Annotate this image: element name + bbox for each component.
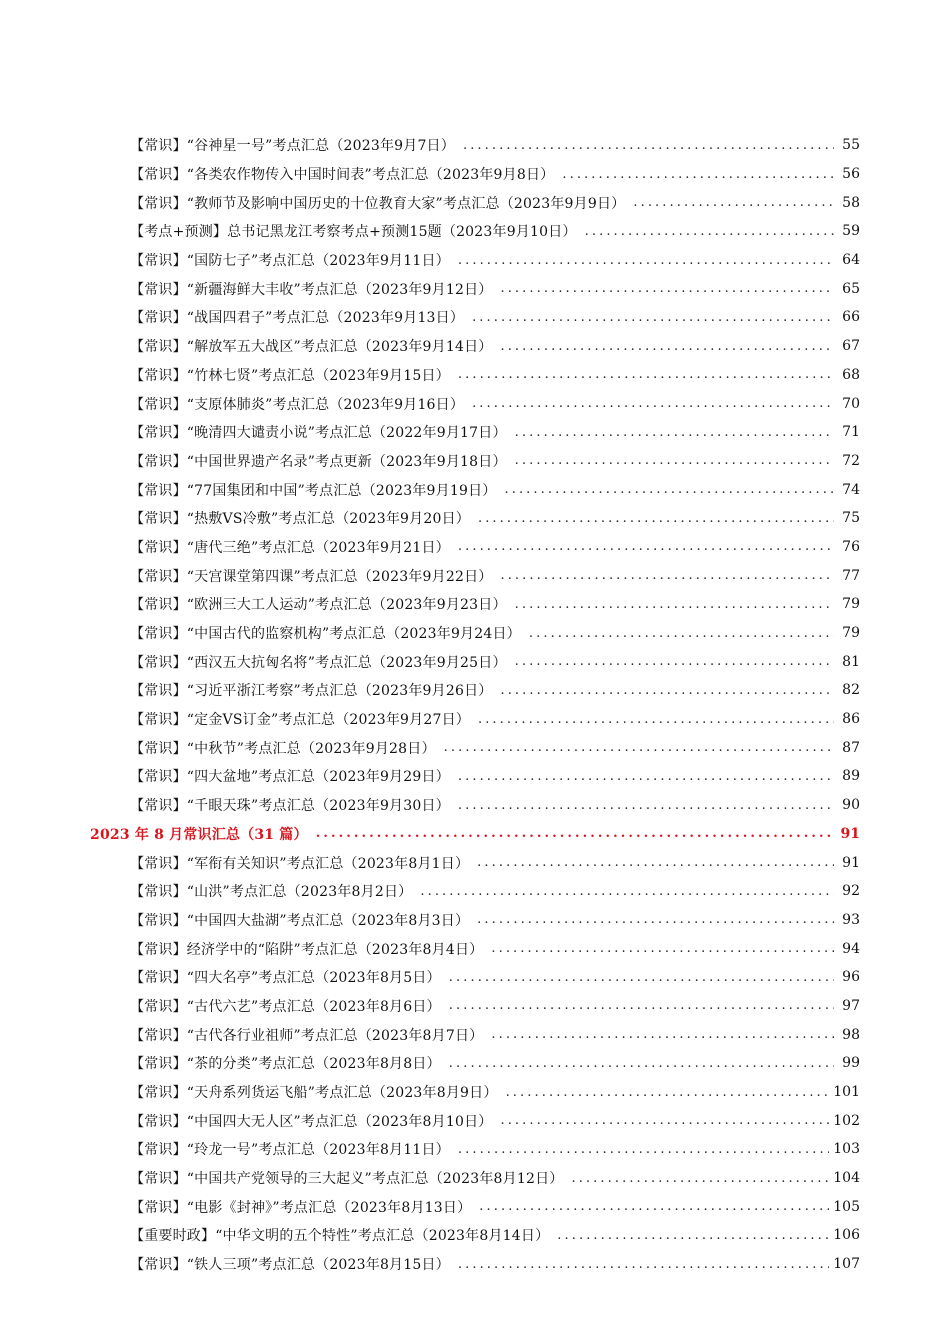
- toc-page-number: 59: [842, 223, 860, 240]
- toc-entry-title: 【常识】“各类农作物传入中国时间表”考点汇总（2023年9月8日）: [130, 167, 555, 184]
- toc-entry[interactable]: [0, 848, 860, 877]
- toc-entry[interactable]: [0, 217, 860, 246]
- toc-entry[interactable]: [0, 160, 860, 189]
- toc-page-number: 87: [842, 739, 860, 756]
- toc-entry-title: 【重要时政】“中华文明的五个特性”考点汇总（2023年8月14日）: [130, 1228, 550, 1245]
- toc-entry[interactable]: [0, 647, 860, 676]
- toc-entry-title: 【常识】“山洪”考点汇总（2023年8月2日）: [130, 884, 413, 901]
- toc-page-number: 107: [833, 1256, 860, 1273]
- toc-leader-dots: [458, 253, 834, 268]
- toc-entry[interactable]: [0, 877, 860, 906]
- toc-entry-title: 【常识】“教师节及影响中国历史的十位教育大家”考点汇总（2023年9月9日）: [130, 195, 626, 212]
- toc-entry[interactable]: [0, 791, 860, 820]
- toc-page-number: 90: [842, 797, 860, 814]
- toc-entry[interactable]: [0, 303, 860, 332]
- toc-page-number: 81: [842, 653, 860, 670]
- toc-leader-dots: [479, 1199, 829, 1214]
- toc-entry-title: 【常识】“中国世界遗产名录”考点更新（2023年9月18日）: [130, 453, 507, 470]
- toc-leader-dots: [515, 597, 834, 612]
- toc-page-number: 97: [842, 997, 860, 1014]
- toc-entry-title: 【常识】“中国共产党领导的三大起义”考点汇总（2023年8月12日）: [130, 1171, 564, 1188]
- toc-section-heading[interactable]: [0, 820, 860, 849]
- toc-entry-title: 【常识】“军衔有关知识”考点汇总（2023年8月1日）: [130, 855, 470, 872]
- toc-entry-title: 【常识】“天宫课堂第四课”考点汇总（2023年9月22日）: [130, 568, 493, 585]
- toc-page-number: 65: [842, 280, 860, 297]
- toc-entry-title: 【常识】“欧洲三大工人运动”考点汇总（2023年9月23日）: [130, 597, 507, 614]
- toc-entry[interactable]: [0, 332, 860, 361]
- toc-page-number: 102: [833, 1112, 860, 1129]
- toc-entry-title: 【常识】“铁人三项”考点汇总（2023年8月15日）: [130, 1257, 450, 1274]
- toc-leader-dots: [472, 310, 834, 325]
- toc-page-number: 96: [842, 969, 860, 986]
- toc-leader-dots: [420, 884, 834, 899]
- toc-leader-dots: [458, 1257, 829, 1272]
- toc-entry[interactable]: [0, 934, 860, 963]
- toc-entry-title: 【常识】“古代各行业祖师”考点汇总（2023年8月7日）: [130, 1027, 484, 1044]
- toc-entry-title: 【常识】“茶的分类”考点汇总（2023年8月8日）: [130, 1056, 441, 1073]
- toc-leader-dots: [478, 511, 834, 526]
- toc-entry[interactable]: [0, 1250, 860, 1279]
- toc-page-number: 86: [842, 711, 860, 728]
- toc-entry[interactable]: [0, 963, 860, 992]
- toc-entry[interactable]: [0, 1049, 860, 1078]
- toc-entry[interactable]: [0, 1135, 860, 1164]
- toc-entry-title: 【常识】“四大名亭”考点汇总（2023年8月5日）: [130, 970, 441, 987]
- toc-entry[interactable]: [0, 418, 860, 447]
- toc-entry[interactable]: [0, 274, 860, 303]
- toc-leader-dots: [633, 195, 834, 210]
- toc-page-number: 98: [842, 1026, 860, 1043]
- toc-leader-dots: [529, 626, 834, 641]
- toc-page-number: 99: [842, 1055, 860, 1072]
- toc-leader-dots: [449, 998, 834, 1013]
- toc-leader-dots: [458, 769, 834, 784]
- toc-entry-title: 【常识】“中国四大无人区”考点汇总（2023年8月10日）: [130, 1113, 493, 1130]
- toc-entry[interactable]: [0, 1106, 860, 1135]
- toc-page-number: 104: [833, 1170, 860, 1187]
- toc-entry-title: 【常识】“天舟系列货运飞船”考点汇总（2023年8月9日）: [130, 1085, 498, 1102]
- toc-entry[interactable]: [0, 561, 860, 590]
- toc-page-number: 79: [842, 596, 860, 613]
- toc-leader-dots: [557, 1228, 829, 1243]
- toc-entry[interactable]: [0, 389, 860, 418]
- toc-leader-dots: [515, 425, 834, 440]
- toc-entry[interactable]: [0, 131, 860, 160]
- toc-leader-dots: [500, 339, 834, 354]
- toc-leader-dots: [458, 1142, 829, 1157]
- toc-entry[interactable]: [0, 475, 860, 504]
- toc-page-number: 76: [842, 538, 860, 555]
- toc-entry[interactable]: [0, 1221, 860, 1250]
- toc-leader-dots: [500, 1113, 829, 1128]
- toc-entry-title: 【常识】“国防七子”考点汇总（2023年9月11日）: [130, 253, 450, 270]
- toc-entry-title: 【常识】“西汉五大抗匈名将”考点汇总（2023年9月25日）: [130, 654, 507, 671]
- toc-page-number: 94: [842, 940, 860, 957]
- toc-page-number: 89: [842, 768, 860, 785]
- toc-page-number: 56: [842, 166, 860, 183]
- toc-entry[interactable]: [0, 361, 860, 390]
- toc-leader-dots: [463, 138, 834, 153]
- toc-leader-dots: [500, 281, 834, 296]
- toc-page-number: 66: [842, 309, 860, 326]
- toc-page-number: 71: [842, 424, 860, 441]
- toc-page-number: 106: [833, 1227, 860, 1244]
- toc-leader-dots: [316, 826, 834, 841]
- toc-leader-dots: [477, 912, 834, 927]
- toc-entry-title: 【常识】“定金VS订金”考点汇总（2023年9月27日）: [130, 712, 470, 729]
- toc-entry[interactable]: [0, 705, 860, 734]
- toc-entry-title: 【考点+预测】总书记黑龙江考察考点+预测15题（2023年9月10日）: [130, 224, 577, 241]
- toc-entry[interactable]: [0, 619, 860, 648]
- toc-leader-dots: [571, 1171, 829, 1186]
- toc-entry-title: 【常识】“支原体肺炎”考点汇总（2023年9月16日）: [130, 396, 465, 413]
- toc-leader-dots: [515, 654, 834, 669]
- toc-leader-dots: [458, 798, 834, 813]
- toc-page-number: 103: [833, 1141, 860, 1158]
- toc-leader-dots: [506, 1085, 830, 1100]
- toc-entry-title: 【常识】“习近平浙江考察”考点汇总（2023年9月26日）: [130, 683, 493, 700]
- toc-entry-title: 【常识】“竹林七贤”考点汇总（2023年9月15日）: [130, 367, 450, 384]
- toc-leader-dots: [515, 453, 834, 468]
- toc-leader-dots: [449, 1056, 834, 1071]
- toc-page-number: 91: [842, 854, 860, 871]
- toc-entry[interactable]: [0, 762, 860, 791]
- toc-leader-dots: [504, 482, 834, 497]
- toc-entry-title: 【常识】“电影《封神》”考点汇总（2023年8月13日）: [130, 1199, 472, 1216]
- toc-leader-dots: [477, 855, 834, 870]
- toc-entry[interactable]: [0, 1078, 860, 1107]
- toc-entry-title: 2023 年 8 月常识汇总（31 篇）: [90, 826, 308, 843]
- table-of-contents: [0, 131, 950, 1279]
- toc-page-number: 72: [842, 452, 860, 469]
- toc-leader-dots: [472, 396, 834, 411]
- toc-entry-title: 【常识】“解放军五大战区”考点汇总（2023年9月14日）: [130, 339, 493, 356]
- toc-entry-title: 【常识】“四大盆地”考点汇总（2023年9月29日）: [130, 769, 450, 786]
- toc-entry[interactable]: [0, 188, 860, 217]
- toc-leader-dots: [478, 712, 834, 727]
- toc-entry-title: 【常识】“古代六艺”考点汇总（2023年8月6日）: [130, 998, 441, 1015]
- toc-entry[interactable]: [0, 590, 860, 619]
- toc-entry[interactable]: [0, 992, 860, 1021]
- toc-entry[interactable]: [0, 504, 860, 533]
- toc-entry-title: 【常识】“热敷VS冷敷”考点汇总（2023年9月20日）: [130, 511, 470, 528]
- toc-leader-dots: [491, 941, 834, 956]
- toc-leader-dots: [458, 539, 834, 554]
- toc-entry[interactable]: [0, 676, 860, 705]
- toc-leader-dots: [500, 683, 834, 698]
- toc-entry-title: 【常识】“77国集团和中国”考点汇总（2023年9月19日）: [130, 482, 497, 499]
- toc-page-number: 70: [842, 395, 860, 412]
- toc-page-number: 64: [842, 252, 860, 269]
- toc-page-number: 75: [842, 510, 860, 527]
- toc-page-number: 101: [833, 1084, 860, 1101]
- toc-leader-dots: [585, 224, 834, 239]
- toc-entry-title: 【常识】“中秋节”考点汇总（2023年9月28日）: [130, 740, 436, 757]
- toc-leader-dots: [444, 740, 834, 755]
- toc-entry[interactable]: [0, 733, 860, 762]
- toc-page-number: 55: [842, 137, 860, 154]
- toc-page-number: 58: [842, 194, 860, 211]
- toc-page-number: 91: [840, 825, 860, 842]
- toc-entry[interactable]: [0, 1020, 860, 1049]
- toc-leader-dots: [449, 970, 834, 985]
- toc-entry-title: 【常识】“千眼天珠”考点汇总（2023年9月30日）: [130, 798, 450, 815]
- toc-entry[interactable]: [0, 246, 860, 275]
- toc-entry[interactable]: [0, 533, 860, 562]
- toc-entry-title: 【常识】“战国四君子”考点汇总（2023年9月13日）: [130, 310, 465, 327]
- toc-page-number: 93: [842, 911, 860, 928]
- toc-entry[interactable]: [0, 447, 860, 476]
- toc-page-number: 105: [833, 1198, 860, 1215]
- toc-page-number: 79: [842, 625, 860, 642]
- toc-page-number: 92: [842, 883, 860, 900]
- toc-leader-dots: [500, 568, 834, 583]
- toc-page-number: 82: [842, 682, 860, 699]
- toc-leader-dots: [562, 167, 834, 182]
- toc-entry[interactable]: [0, 906, 860, 935]
- toc-page-number: 74: [842, 481, 860, 498]
- toc-entry-title: 【常识】“唐代三绝”考点汇总（2023年9月21日）: [130, 539, 450, 556]
- toc-page-number: 77: [842, 567, 860, 584]
- toc-entry-title: 【常识】“新疆海鲜大丰收”考点汇总（2023年9月12日）: [130, 281, 493, 298]
- toc-leader-dots: [458, 367, 834, 382]
- toc-page-number: 67: [842, 338, 860, 355]
- toc-entry[interactable]: [0, 1164, 860, 1193]
- toc-entry-title: 【常识】经济学中的“陷阱”考点汇总（2023年8月4日）: [130, 941, 484, 958]
- toc-entry-title: 【常识】“晚清四大谴责小说”考点汇总（2022年9月17日）: [130, 425, 507, 442]
- toc-entry-title: 【常识】“玲龙一号”考点汇总（2023年8月11日）: [130, 1142, 450, 1159]
- toc-leader-dots: [491, 1027, 834, 1042]
- toc-entry-title: 【常识】“中国古代的监察机构”考点汇总（2023年9月24日）: [130, 626, 521, 643]
- toc-entry[interactable]: [0, 1192, 860, 1221]
- toc-page-number: 68: [842, 366, 860, 383]
- toc-entry-title: 【常识】“中国四大盐湖”考点汇总（2023年8月3日）: [130, 912, 470, 929]
- toc-entry-title: 【常识】“谷神星一号”考点汇总（2023年9月7日）: [130, 138, 455, 155]
